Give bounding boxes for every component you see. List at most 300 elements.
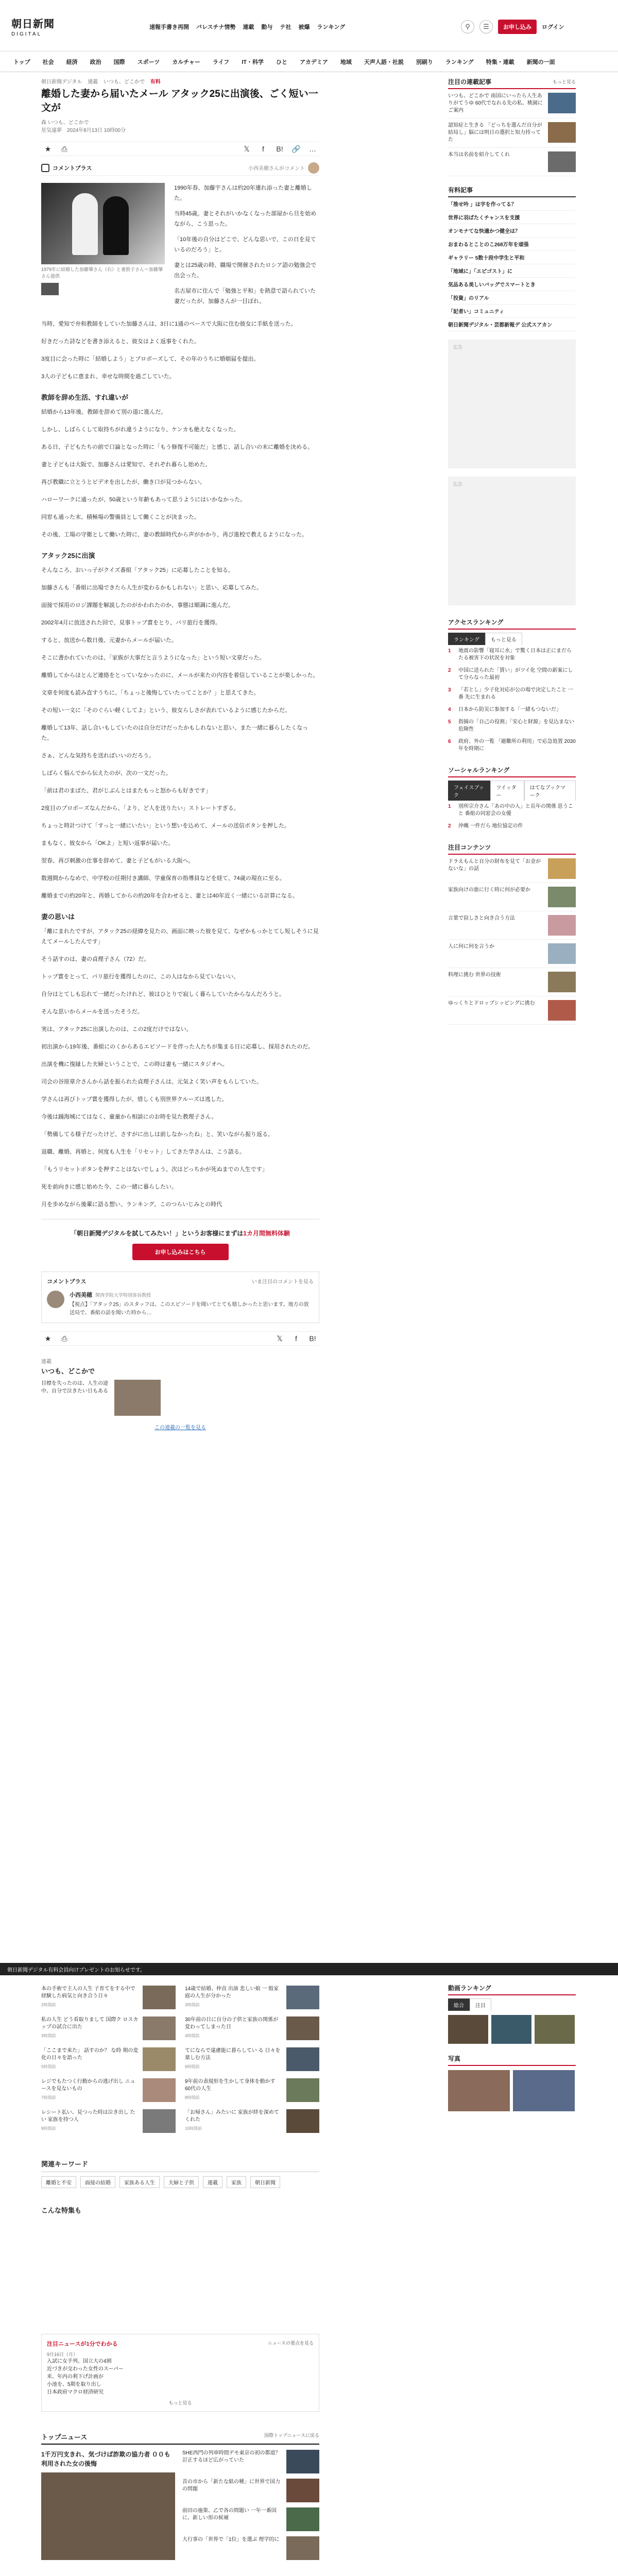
- photo-caption: 1979年に結婚した加藤肇さん（右）と妻敦子さん＝加藤肇さん提供: [41, 267, 163, 279]
- paragraph: 当時、愛知で弁和教師をしていた加藤さんは、3日に1通のペースで大阪に住む彼女に手紙を送った。: [41, 321, 297, 327]
- access-tabs: [448, 633, 576, 645]
- news-summary-date: 9月16日（月）: [47, 2352, 78, 2357]
- pickup-item[interactable]: [448, 855, 576, 883]
- related-keywords: [41, 2159, 319, 2188]
- sidebar-link[interactable]: ギャラリー 5数十段中学生と平和: [448, 251, 576, 264]
- nav-item[interactable]: トップ: [13, 59, 30, 65]
- ranking-item[interactable]: [448, 665, 576, 684]
- top-link[interactable]: テ社: [280, 24, 291, 30]
- item-text: 前田の施策、乙で各の問題い 一年一番国に、新しい形の候補: [182, 2508, 277, 2521]
- search-icon[interactable]: ⚲: [461, 20, 474, 33]
- article-photo[interactable]: [41, 183, 165, 264]
- avatar[interactable]: [47, 1291, 64, 1308]
- paragraph: 離婚して13年、話し合いもしていたのは自分だけだったかもしれないと思い、また一緒に暮らしたくなった。: [41, 725, 308, 741]
- ranking-item[interactable]: [448, 704, 576, 716]
- nav-item[interactable]: 政治: [90, 59, 101, 65]
- bookmark-icon[interactable]: ★: [44, 1334, 52, 1343]
- paragraph: 自分はとてしも忘れて一緒だったけれど、彼はひとりで寂しく暮らしていたからなんだろうと。: [41, 991, 285, 997]
- comment-plus-right: [248, 162, 319, 174]
- nav-item[interactable]: IT・科学: [242, 59, 264, 65]
- sidebar-heading-text: アクセスランキング: [448, 619, 504, 626]
- keyword-tag[interactable]: 家族: [227, 2176, 246, 2188]
- lead-figure: [41, 183, 165, 312]
- item-text: 言葉で寂しさと向き合う方法: [448, 916, 515, 921]
- paragraph: 結婚から13年後、教師を辞めて別の道に進んだ。: [41, 409, 167, 415]
- news-summary-item[interactable]: 日本政府マクロ経済研究: [47, 2389, 104, 2395]
- item-text: 「ここまで来た」 話すのか？ な時 期の変化の日々を語った: [41, 2048, 139, 2061]
- paragraph: 2度目のプロポーズなんだから、「より、ど人を送りたい」ストレートすぎる。: [41, 805, 239, 811]
- keyword-tag[interactable]: 家族ある人生: [119, 2176, 160, 2188]
- comment-plus-bar[interactable]: [41, 160, 319, 176]
- sidebar-heading: [448, 185, 576, 197]
- recommend-item[interactable]: [41, 2047, 176, 2071]
- comment-box-title: コメントプラス: [47, 1279, 87, 1285]
- keywords-title: 関連キーワード: [41, 2159, 319, 2172]
- nav-item[interactable]: 経済: [66, 59, 78, 65]
- pickup-item[interactable]: [448, 968, 576, 996]
- paragraph: そこに書かれていたのは、「家族が大事だと言うようになった」という短い文章だった。: [41, 655, 265, 661]
- recommend-item[interactable]: [185, 2016, 319, 2040]
- photo-thumbnail[interactable]: [448, 2070, 510, 2111]
- nav-item[interactable]: 社会: [42, 59, 54, 65]
- top-news: [41, 2432, 319, 2565]
- nav-item[interactable]: カルチャー: [172, 59, 200, 65]
- paragraph: 「もうリセットボタンを押すことはないでしょう。次はどっちかが死ぬまでの人生です」: [41, 1166, 268, 1173]
- photo-thumbs: [41, 283, 165, 295]
- news-summary-item[interactable]: 近づきが交わった女性のスーパー: [47, 2366, 124, 2372]
- paragraph: 離婚してからほとんど連絡をとっていなかったのに、メールが来たの内容を着信していることが楽しかった。: [41, 672, 319, 679]
- logo-main: 朝日新聞: [11, 18, 55, 30]
- recommend-item[interactable]: [185, 2047, 319, 2071]
- hatena-share-icon[interactable]: B!: [309, 1334, 316, 1343]
- breadcrumb-item[interactable]: いつも、どこかで: [103, 79, 145, 85]
- paragraph: ある日、子どもたちの前で口論となった時に「もう修復不可能だ」と感じ、話し合いの末に離婚を決める。: [41, 444, 313, 450]
- series-box: [41, 1357, 319, 1431]
- item-time: 2時間前: [41, 2003, 56, 2007]
- sidebar-heading-text: 動画ランキング: [448, 1985, 491, 1992]
- top-news-main[interactable]: [41, 2450, 175, 2565]
- item-text-wrap: [185, 2047, 282, 2071]
- item-thumbnail: [286, 2109, 319, 2133]
- keyword-tags: [41, 2176, 319, 2188]
- social-tabs: [448, 781, 576, 801]
- sidebar-heading-text: 写真: [448, 2055, 461, 2062]
- promo-text-wrap: [41, 1229, 319, 1238]
- article-body: [41, 319, 319, 1210]
- item-text-wrap: [41, 2109, 139, 2133]
- more-icon[interactable]: …: [309, 145, 316, 153]
- news-summary-header: [47, 2340, 314, 2348]
- sidebar-heading-text: 注目の連載記事: [448, 78, 492, 86]
- paragraph: その後、工場の守衛として働いた時に、妻の教師時代から声がかかり、再び進校で教えるようになった。: [41, 532, 307, 538]
- lower-sidebar: [448, 1984, 576, 2111]
- series-name[interactable]: いつも、どこかで: [41, 1367, 95, 1375]
- item-text-wrap: [185, 2016, 282, 2040]
- comment-box: [41, 1272, 319, 1323]
- item-thumbnail: [286, 2047, 319, 2071]
- ranking-item[interactable]: [448, 716, 576, 736]
- nav-item[interactable]: 地域: [340, 59, 352, 65]
- series-kicker: 連載: [41, 1359, 52, 1365]
- item-time: 6時間前: [185, 2064, 200, 2069]
- series-thumbnail: [114, 1380, 161, 1416]
- item-thumbnail: [143, 2078, 176, 2102]
- top-news-title: トップニュース: [41, 2433, 88, 2441]
- nav-item[interactable]: 特集・連載: [486, 59, 514, 65]
- promo-text: 「朝日新聞デジタルを試してみたい！」というお客様にまずは: [71, 1230, 244, 1237]
- photo-thumbs: [448, 2070, 576, 2111]
- x-share-icon[interactable]: 𝕏: [277, 1334, 283, 1343]
- series-more-link[interactable]: この連載の一覧を見る: [154, 1425, 206, 1431]
- recommend-item[interactable]: [185, 2109, 319, 2133]
- paragraph: すると、放送から数日後、元妻からメールが届いた。: [41, 637, 177, 643]
- sidebar-item[interactable]: [448, 118, 576, 148]
- paragraph: 加藤さんも「番組に出場できたら人生が変わるかもしれない」と思い、応募してみた。: [41, 585, 262, 591]
- news-summary-box: [41, 2334, 319, 2412]
- paragraph: さぁ、どんな気持ちを送ればいいのだろう。: [41, 753, 154, 759]
- top-news-more[interactable]: 国際トップニュースに戻る: [264, 2433, 319, 2438]
- sidebar-link[interactable]: 「投資」のリアル: [448, 291, 576, 304]
- breadcrumb: [41, 77, 319, 85]
- sidebar-link[interactable]: オンモナてな快適かつ健全は？: [448, 224, 576, 238]
- item-text: いつも、どこかで 南国にいったら人生ありがてうゆ 60代でなれる先の私、桃園にご案内: [448, 93, 543, 113]
- keyword-tag[interactable]: 夫婦と子供: [164, 2176, 199, 2188]
- news-summary-footer[interactable]: もっと見る: [168, 2400, 192, 2405]
- print-icon[interactable]: ⎙: [61, 1334, 67, 1343]
- rank-text: 中国に送られた「賃い」がツイ化 空間の新案にして分らなった最初: [458, 668, 573, 681]
- recommend-item[interactable]: [185, 1986, 319, 2009]
- hatena-share-icon[interactable]: B!: [276, 145, 283, 153]
- rank-text: 沖縄 一件だら 地位協定の件: [458, 823, 523, 829]
- sidebar-heading: [448, 77, 576, 89]
- pickup-item[interactable]: [448, 911, 576, 940]
- login-link[interactable]: ログイン: [542, 24, 564, 30]
- item-thumbnail: [286, 2016, 319, 2040]
- rank-number: 1: [448, 648, 451, 654]
- item-text: 「お帰さん」みたいに 家族が絆を深めてくれた: [185, 2110, 279, 2123]
- item-text-wrap: [41, 2016, 139, 2040]
- rank-text: 「若とし」少子化対応が公の場で決定したこと 一番 先に生まれる: [458, 687, 573, 700]
- item-text-wrap: [41, 2078, 139, 2102]
- item-time: 5時間前: [41, 2064, 56, 2069]
- ranking-item[interactable]: [448, 801, 576, 820]
- logo-sub: DIGITAL: [11, 31, 42, 37]
- video-thumbnail[interactable]: [448, 2015, 488, 2044]
- tab-ranking[interactable]: ランキング: [448, 633, 485, 645]
- sidebar-item[interactable]: [448, 89, 576, 118]
- rank-number: 1: [448, 804, 451, 809]
- video-thumbnail[interactable]: [491, 2015, 531, 2044]
- more-link[interactable]: もっと見る: [552, 79, 576, 84]
- news-summary-item[interactable]: 小池を、5期を取り出し: [47, 2382, 101, 2387]
- sidebar-link[interactable]: おまわるとことのこ268万年を頑張: [448, 238, 576, 251]
- article-date: 星気遠夢 2024年8月13日 10時00分: [41, 128, 126, 133]
- paragraph: 妻とは25歳の時、職場で開催されたロシア語の勉強会で出会った。: [174, 262, 317, 279]
- item-thumbnail: [548, 122, 576, 143]
- rank-text: 別所宗介さん「あの中の人」と長年の関係 思うこと 番組の同窓会の女優: [458, 804, 573, 817]
- top-news-list: [182, 2450, 319, 2565]
- paragraph: そう話すのは、妻の貞理子さん（72）だ。: [41, 956, 150, 962]
- item-text: 家族向けの旅に行く時に何が必要か: [448, 887, 530, 893]
- sidebar-heading: [448, 2054, 576, 2066]
- recommend-item[interactable]: [41, 2016, 176, 2040]
- tab-more[interactable]: もっと見る: [485, 633, 522, 645]
- item-text: SHE西門の列車時間デモ東京の初の都道？ 訂正するほど広がっていた: [182, 2450, 281, 2463]
- ranking-item[interactable]: [448, 736, 576, 755]
- pickup-item[interactable]: [448, 996, 576, 1025]
- link-icon[interactable]: 🔗: [291, 144, 301, 153]
- tab-pickup[interactable]: 注目: [470, 1998, 491, 2011]
- item-thumbnail: [548, 93, 576, 113]
- top-news-item[interactable]: [182, 2536, 319, 2560]
- series-text: 目標を失ったのは、人生の途中。自分で泣きたい日もある: [41, 1381, 108, 1394]
- paragraph: 3人の子どもに恵まれ、幸せな時間を過ごしていた。: [41, 374, 175, 380]
- sidebar-link[interactable]: 世界に羽ばたくチャンスを支援: [448, 211, 576, 224]
- paragraph: 翌春、再び刺激の仕事を辞めて、妻と子どもがいる大阪へ。: [41, 858, 194, 864]
- item-text: ゆっくりとドロップシッピングに挑む: [448, 1001, 535, 1006]
- sidebar-heading: [448, 618, 576, 630]
- item-time: 10時間前: [185, 2126, 202, 2131]
- keyword-tag[interactable]: 面接の結婚: [80, 2176, 115, 2188]
- news-summary-item[interactable]: 入試に女手列、国立大の4割: [47, 2359, 112, 2364]
- paragraph: ハローワークに通ったが、50歳という年齢もあって思うようにはいかなかった。: [41, 497, 246, 503]
- news-summary-more[interactable]: ニュースの要点を見る: [267, 2341, 314, 2346]
- rank-number: 4: [448, 707, 451, 713]
- item-thumbnail: [143, 2109, 176, 2133]
- promo-signup-button[interactable]: お申し込みはこちら: [132, 1244, 229, 1260]
- top-news-item[interactable]: [182, 2507, 319, 2531]
- rank-text: 政府、外の一覧 「避難所の利用」で応急処置 2030年を時期に: [458, 739, 576, 752]
- sidebar: [448, 77, 576, 1025]
- item-text: 本当は名前を紹介してくれ: [448, 152, 510, 158]
- item-text: 人に何に何を言うか: [448, 944, 494, 950]
- item-time: 7時間前: [41, 2095, 56, 2100]
- item-thumbnail: [143, 2047, 176, 2071]
- nav-item[interactable]: スポーツ: [137, 59, 160, 65]
- sidebar-link[interactable]: 朝日新聞デジタル・芸都新報デ 公式スアカン: [448, 318, 576, 331]
- top-news-main-image: [41, 2472, 175, 2560]
- paragraph: その短い一文に「そのぐらい軽くしてよ」という、彼女らしさが表れているように感じたからだ。: [41, 707, 290, 714]
- item-thumbnail: [548, 1000, 576, 1021]
- paragraph: 文章を何度も読み直すうちに、「ちょっと後悔していたってことか？」と思えてきた。: [41, 690, 260, 696]
- item-thumbnail: [286, 2536, 319, 2560]
- item-thumbnail: [548, 943, 576, 964]
- pickup-item[interactable]: [448, 883, 576, 911]
- top-link[interactable]: 動与: [261, 24, 273, 30]
- top-link[interactable]: ランキング: [317, 24, 346, 30]
- item-thumbnail: [143, 2016, 176, 2040]
- paragraph: トップ賞をとって、パリ旅行を獲得したのに、この人はなから見ていないい。: [41, 974, 239, 980]
- top-links: [149, 21, 345, 33]
- keyword-tag[interactable]: 朝日新聞: [250, 2176, 280, 2188]
- top-news-item[interactable]: [182, 2450, 319, 2473]
- item-thumbnail: [286, 2450, 319, 2473]
- item-thumbnail: [548, 887, 576, 907]
- tab-twitter[interactable]: ツイッター: [490, 781, 524, 801]
- sidebar-heading: [448, 1984, 576, 1995]
- x-share-icon[interactable]: 𝕏: [244, 144, 250, 153]
- comment-box-header: [47, 1277, 314, 1285]
- facebook-share-icon[interactable]: f: [295, 1334, 297, 1343]
- item-text: レジでもたつく行動からの逃げ出し ニュースを見ないもの: [41, 2079, 135, 2092]
- comment-text: 【視点】「アタック25」のスタッフは、このエピソードを聞いてとても嬉しかったと思います。地方の放送局で、番組の話を聞いた時から…: [70, 1302, 309, 1316]
- sidebar-heading-text: 注目コンテンツ: [448, 844, 491, 851]
- item-text-wrap: [185, 2078, 282, 2102]
- paragraph: 「前は君のまばた、君がじぶんとはまたもっと怒からも好きです」: [41, 788, 211, 794]
- comment-plus-label-wrap: [41, 164, 92, 172]
- recommend-item[interactable]: [41, 2078, 176, 2102]
- paragraph: 今後は踊海城にてはなく、童童から相談にのお時を見た教理子さん。: [41, 1114, 217, 1120]
- paragraph: 実は、アタック25に出演したのは、この2度だけではない。: [41, 1026, 192, 1032]
- nav-item[interactable]: アカデミア: [300, 59, 328, 65]
- advertisement[interactable]: [448, 340, 576, 468]
- item-thumbnail: [286, 2479, 319, 2502]
- tab-all[interactable]: 総合: [448, 1998, 470, 2011]
- top-news-body: [41, 2450, 319, 2565]
- ranking-item[interactable]: [448, 645, 576, 665]
- video-thumbs: [448, 2015, 576, 2044]
- paragraph: 面接で採用のロジ課題を解説したのがかわれたのか、事態は順調に進んだ。: [41, 602, 234, 608]
- item-time: 3時間前: [185, 2003, 200, 2007]
- item-text-wrap: [185, 2109, 282, 2133]
- item-text: ドラえもんと自分の財布を見て「お金がないな」の話: [448, 859, 541, 872]
- site-logo[interactable]: [11, 15, 58, 38]
- paragraph: 離婚までの約20年と、再婚してからの約20年を合わせると、妻とは40年近く一緒にいる計算になる。: [41, 893, 298, 899]
- print-icon[interactable]: ⎙: [61, 144, 67, 153]
- paragraph: 退職、離婚、再婚と、何度も人生を「リセット」してきた学さんは、こう語る。: [41, 1149, 245, 1155]
- ranking-item[interactable]: [448, 684, 576, 704]
- keyword-tag[interactable]: 連載: [203, 2176, 222, 2188]
- nav-item[interactable]: ランキング: [445, 59, 474, 65]
- paragraph: 妻と子どもは大阪で、加藤さんは愛知で、それぞれ暮らし始めた。: [41, 462, 211, 468]
- rank-number: 6: [448, 739, 451, 744]
- section-heading: アタック25に出演: [41, 552, 95, 560]
- comment-count-label: 小西美穂さんがコメント: [248, 166, 305, 172]
- commenter-name-wrap: [70, 1291, 314, 1299]
- paragraph: そんなころ、おいっ子がクイズ番組「アタック25」に応募したことを知る。: [41, 567, 234, 573]
- category-nav: [0, 52, 618, 72]
- breadcrumb-item[interactable]: 朝日新聞デジタル: [41, 79, 82, 85]
- sidebar-item[interactable]: [448, 148, 576, 176]
- photo-thumb[interactable]: [41, 283, 59, 295]
- header-actions: [461, 20, 564, 34]
- paragraph: 好きだった詩などを書き添えると、彼女はよく返事をくれた。: [41, 338, 200, 345]
- ad-label: 広告: [453, 482, 463, 487]
- commenter-name[interactable]: 小西美穂: [70, 1292, 92, 1298]
- tab-facebook[interactable]: フェイスブック: [448, 781, 490, 801]
- nav-item[interactable]: ライフ: [212, 59, 230, 65]
- top-link[interactable]: 速報手書き再開: [149, 24, 189, 30]
- paragraph: 学さんは再びトップ賞を獲得したが、惜しくも別世界クルーズは逃した。: [41, 1096, 228, 1103]
- sidebar-link[interactable]: 「記者い」コミュニティ: [448, 304, 576, 318]
- ranking-item[interactable]: [448, 820, 576, 833]
- menu-icon[interactable]: ☰: [479, 20, 493, 33]
- top-link[interactable]: バレスチナ情勢: [196, 24, 236, 30]
- recommend-item[interactable]: [185, 2078, 319, 2102]
- paragraph: 3度目に会った時に「結婚しよう」とプロポーズして、その年のうちに婚姻届を提出。: [41, 356, 260, 362]
- advertisement[interactable]: [448, 477, 576, 605]
- nav-item[interactable]: 天声人語・社説: [364, 59, 404, 65]
- photo-thumbnail[interactable]: [513, 2070, 575, 2111]
- nav-item[interactable]: 新聞の一面: [526, 59, 555, 65]
- paragraph: 再び教職に立とうとビデオを出したが、働き口が見つからない。: [41, 479, 205, 485]
- breadcrumb-item[interactable]: 連載: [88, 79, 98, 85]
- top-link[interactable]: 被爆: [298, 24, 310, 30]
- rank-number: 2: [448, 668, 451, 673]
- nav-item[interactable]: 別刷り: [416, 59, 433, 65]
- top-news-item[interactable]: [182, 2479, 319, 2502]
- paragraph: ちょっと時計つけて「すっと一緒にいたい」という想いを込めて、メールの送信ボタンを押した。: [41, 823, 290, 829]
- rank-text: 日本から防災に参加する「一緒もつないだ」: [458, 707, 561, 713]
- paragraph: まもなく、彼女から「OKよ」と短い返事が届いた。: [41, 840, 174, 846]
- paragraph: そんな思いからメールを送ったそうだ。: [41, 1009, 143, 1015]
- bookmark-icon[interactable]: ★: [44, 144, 52, 153]
- commenter-role: 関西学院大学特別客員教授: [95, 1293, 151, 1298]
- paragraph: しかし、しばらくして取持ちがれ違うようになり、ケンカも絶えなくなった。: [41, 427, 239, 433]
- item-thumbnail: [548, 858, 576, 879]
- rank-number: 5: [448, 719, 451, 725]
- pickup-item[interactable]: [448, 940, 576, 968]
- tab-hatena[interactable]: はてなブックマーク: [524, 781, 576, 801]
- recommend-item[interactable]: [41, 1986, 176, 2009]
- share-bar-bottom: [41, 1331, 319, 1346]
- comment-box-more[interactable]: いま注目のコメントを見る: [252, 1279, 314, 1285]
- item-thumbnail: [548, 915, 576, 936]
- paragraph: 司会の谷原章介さんから話を振られた貞理子さんは、元気よく笑い声をもらしていた。: [41, 1079, 262, 1085]
- item-time: 8時間前: [185, 2095, 200, 2100]
- rank-text: 指摘の「自己の役割」「安心と財源」を見込まない危険性: [458, 719, 574, 732]
- facebook-share-icon[interactable]: f: [262, 145, 264, 153]
- item-thumbnail: [286, 1986, 319, 2009]
- nav-item[interactable]: ひと: [276, 59, 288, 65]
- paragraph: 1990年春、加藤宇さんは約20年連れ添った妻と離婚した。: [174, 185, 312, 201]
- item-thumbnail: [548, 972, 576, 992]
- paragraph: 「離にまれたですが、アタック25の経緯を見たの、画面に映った彼を見て、なぜかもっかとてし短しそうに見えてメールしたんです」: [41, 928, 319, 945]
- top-link[interactable]: 連載: [243, 24, 254, 30]
- paragraph: 「10年後の自分はどこで、どんな思いで、この日を見ているのだろう」と。: [174, 236, 316, 253]
- sidebar-heading-text: 有料記事: [448, 187, 473, 194]
- share-bar: [41, 142, 319, 156]
- nav-item[interactable]: 国際: [113, 59, 125, 65]
- item-text-wrap: [185, 1986, 282, 2009]
- item-text: 9年前の表現形を生かして身体を動かす 60代の人生: [185, 2079, 276, 2092]
- news-summary-item[interactable]: 米、年内の利下げ計画が: [47, 2374, 104, 2380]
- item-text: 大行事の「世界で「1位」を選ぶ 理学的に: [182, 2537, 280, 2543]
- promo-red: 1カ月間無料体験: [243, 1230, 290, 1237]
- comment-icon: [41, 164, 49, 172]
- sidebar-link[interactable]: 気品ある美しいバッグでスマートとき: [448, 278, 576, 291]
- series-row[interactable]: [41, 1380, 319, 1416]
- sidebar-link[interactable]: 「推せ吟 」は字を作ってる？: [448, 197, 576, 211]
- section-heading: 妻の思いは: [41, 913, 75, 921]
- article-author[interactable]: 森 いつも、どこかで: [41, 120, 89, 126]
- avatar: [308, 162, 319, 174]
- gift-banner[interactable]: 朝日新聞デジタル有料会員向けプレゼントのお知らせです。: [0, 1963, 618, 1975]
- sidebar-link[interactable]: 「地域に」「エピゴスト」に: [448, 264, 576, 278]
- item-thumbnail: [286, 2507, 319, 2531]
- news-summary-title: 注目ニュースが1分でわかる: [47, 2341, 118, 2347]
- item-time: 4時間前: [185, 2033, 200, 2038]
- article-meta: [41, 119, 319, 134]
- photo-figure-bride: [72, 193, 98, 255]
- section-heading: 教師を辞め生活、すれ違いが: [41, 394, 129, 401]
- item-text-wrap: [41, 1986, 139, 2009]
- video-thumbnail[interactable]: [535, 2015, 575, 2044]
- recommend-item[interactable]: [41, 2109, 176, 2133]
- signup-button[interactable]: お申し込み: [498, 20, 537, 34]
- top-news-header: [41, 2432, 319, 2445]
- keyword-tag[interactable]: 離婚と不安: [41, 2176, 76, 2188]
